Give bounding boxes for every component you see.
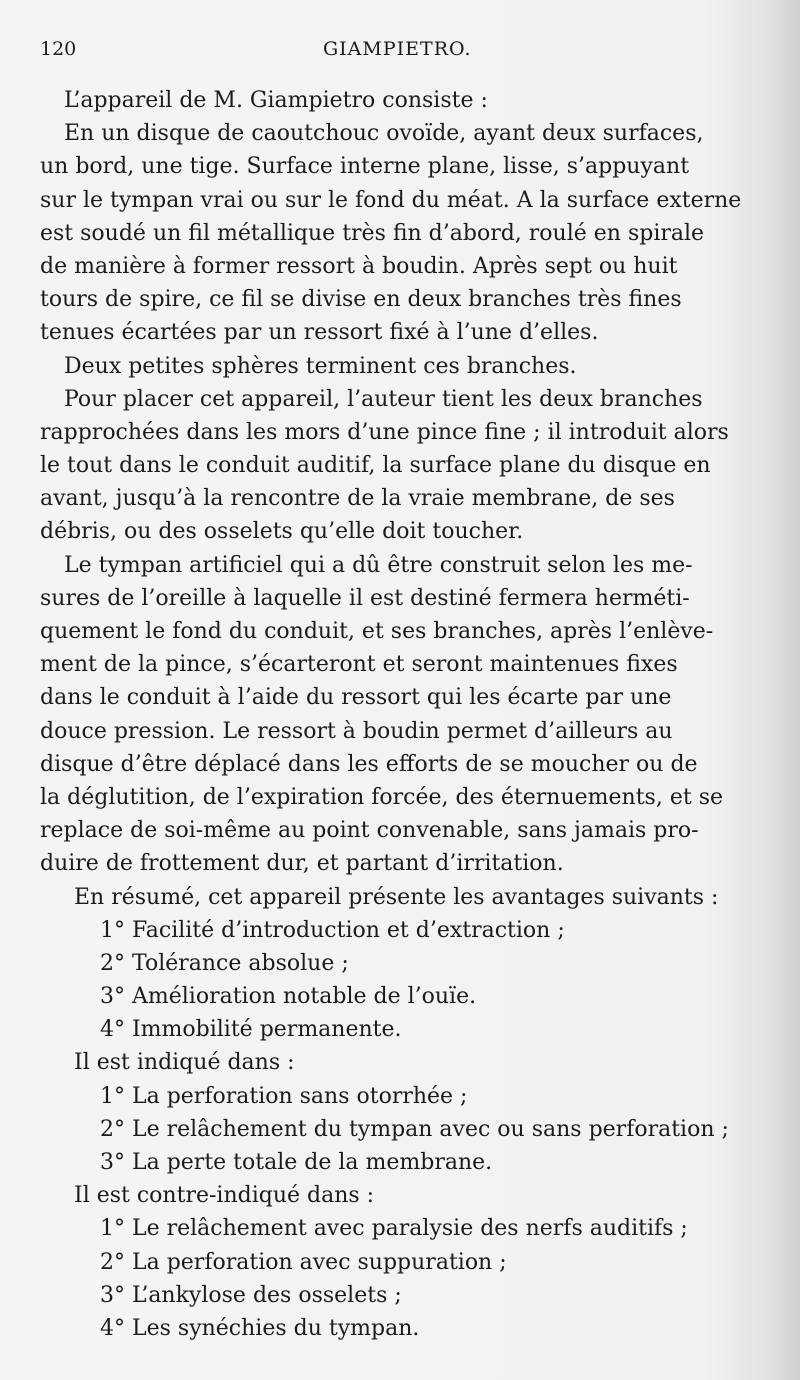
page-header bbox=[40, 38, 740, 68]
text-line: Deux petites sphères terminent ces branches. bbox=[64, 353, 577, 379]
text-line: L’appareil de M. Giampietro consiste : bbox=[64, 88, 488, 113]
text-line: tours de spire, ce fil se divise en deux branches très fines bbox=[40, 287, 682, 313]
text-line: Il est indiqué dans : bbox=[74, 1050, 295, 1076]
list-item: 2° La perforation avec suppuration ; bbox=[100, 1249, 507, 1275]
text-line: un bord, une tige. Surface interne plane, lisse, s’appuyant bbox=[40, 154, 690, 180]
list-item: 3° La perte totale de la membrane. bbox=[100, 1150, 493, 1175]
page-number: 120 bbox=[40, 38, 77, 60]
text-line: débris, ou des osselets qu’elle doit toucher. bbox=[40, 519, 524, 545]
list-item: 1° La perforation sans otorrhée ; bbox=[100, 1083, 468, 1109]
text-line: le tout dans le conduit auditif, la surface plane du disque en bbox=[40, 453, 711, 479]
text-line: En un disque de caoutchouc ovoïde, ayant deux surfaces, bbox=[64, 121, 704, 147]
running-head: GIAMPIETRO. bbox=[323, 38, 472, 60]
text-line: ment de la pince, s’écarteront et seront maintenues fixes bbox=[40, 652, 678, 678]
list-item: 1° Facilité d’introduction et d’extraction ; bbox=[100, 917, 565, 943]
text-line: douce pression. Le ressort à boudin permet d’ailleurs au bbox=[40, 718, 673, 744]
text-line: En résumé, cet appareil présente les avantages suivants : bbox=[74, 884, 719, 910]
text-line: Pour placer cet appareil, l’auteur tient les deux branches bbox=[64, 386, 703, 412]
list-item: 4° Les synéchies du tympan. bbox=[100, 1315, 420, 1341]
list-item: 3° L’ankylose des osselets ; bbox=[100, 1282, 402, 1308]
text-line: Il est contre-indiqué dans : bbox=[74, 1183, 375, 1209]
text-line: quement le fond du conduit, et ses branches, après l’enlève- bbox=[40, 619, 714, 644]
text-line: rapprochées dans les mors d’une pince fine ; il introduit alors bbox=[40, 419, 729, 445]
text-line: tenues écartées par un ressort fixé à l’une d’elles. bbox=[40, 320, 599, 346]
text-line: avant, jusqu’à la rencontre de la vraie membrane, de ses bbox=[40, 486, 675, 512]
list-item: 2° Tolérance absolue ; bbox=[100, 950, 349, 976]
list-item: 1° Le relâchement avec paralysie des nerfs auditifs ; bbox=[100, 1216, 688, 1242]
text-line: sur le tympan vrai ou sur le fond du méat. A la surface externe bbox=[40, 187, 742, 213]
text-line: replace de soi-même au point convenable, sans jamais pro- bbox=[40, 818, 699, 844]
text-line: la déglutition, de l’expiration forcée, des éternuements, et se bbox=[40, 784, 723, 810]
list-item: 4° Immobilité permanente. bbox=[100, 1017, 402, 1043]
body-text bbox=[40, 84, 760, 1345]
text-line: duire de frottement dur, et partant d’irritation. bbox=[40, 851, 564, 877]
text-line: sures de l’oreille à laquelle il est destiné fermera herméti- bbox=[40, 585, 690, 611]
list-item: 2° Le relâchement du tympan avec ou sans perforation ; bbox=[100, 1116, 729, 1142]
text-line: est soudé un fil métallique très fin d’abord, roulé en spirale bbox=[40, 220, 705, 246]
text-line: Le tympan artificiel qui a dû être construit selon les me- bbox=[64, 552, 693, 578]
text-line: dans le conduit à l’aide du ressort qui les écarte par une bbox=[40, 685, 672, 711]
list-item: 3° Amélioration notable de l’ouïe. bbox=[100, 984, 477, 1010]
text-line: disque d’être déplacé dans les efforts de se moucher ou de bbox=[40, 751, 698, 777]
text-line: de manière à former ressort à boudin. Après sept ou huit bbox=[40, 253, 678, 279]
